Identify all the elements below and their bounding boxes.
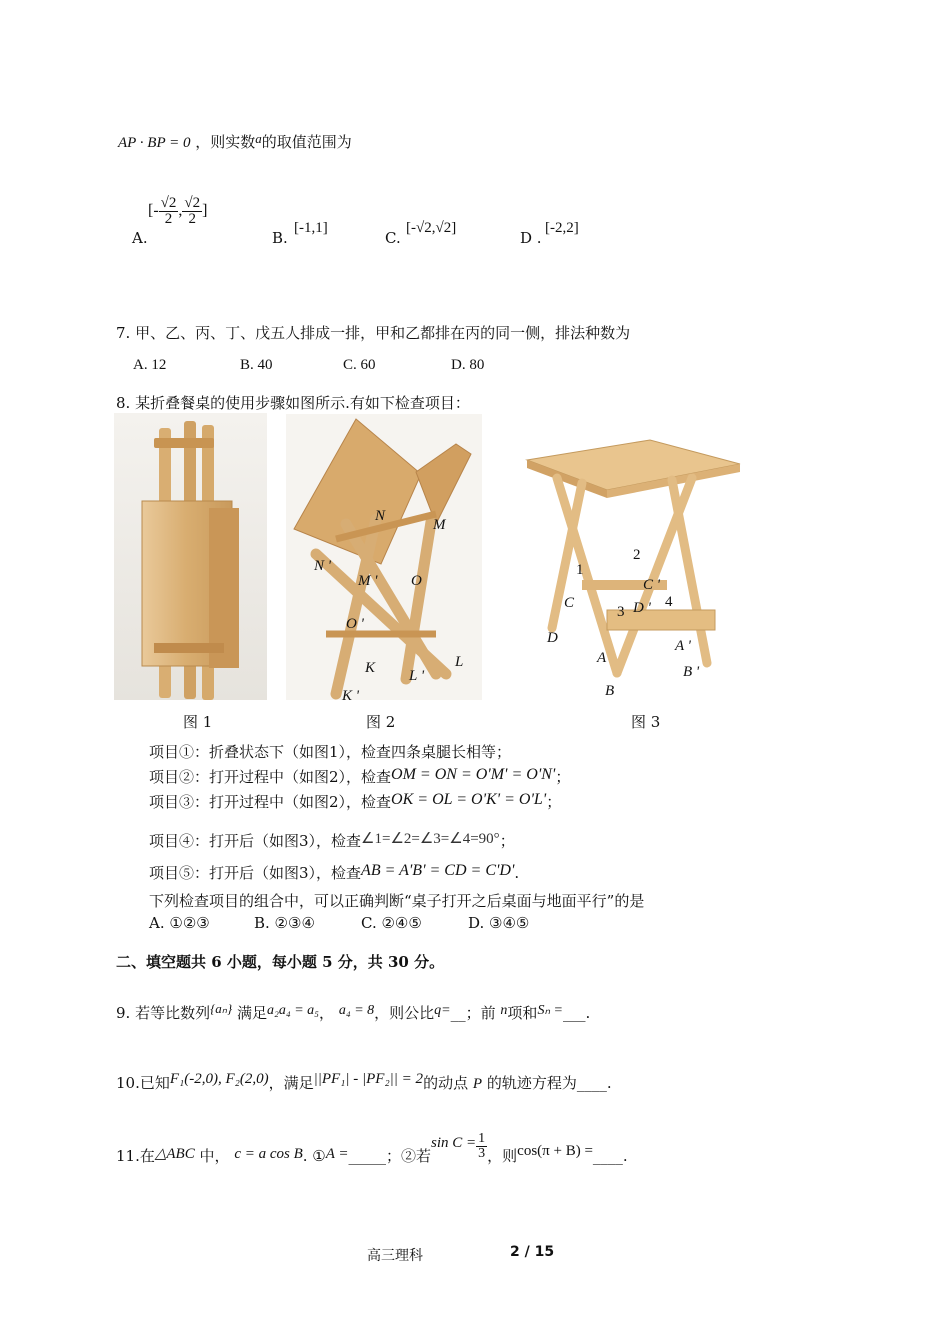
q6-cond-tail: 的取值范围为 <box>261 133 352 151</box>
q9-sum: Sₙ = <box>537 1003 563 1018</box>
q11-text-3: . ① <box>302 1147 326 1165</box>
q9-n: n <box>500 1003 508 1018</box>
fig3-label-2: 2 <box>633 547 641 563</box>
fig1-caption: 图 1 <box>183 713 213 731</box>
fig3-label-a-prime: A ' <box>675 638 691 654</box>
fig2-label-m-prime: M ' <box>358 573 378 589</box>
fig3-label-3: 3 <box>617 604 625 620</box>
q9-ratio: q= <box>434 1003 451 1018</box>
q9-condition-1: a₂a₄ = a₅ <box>266 1003 320 1018</box>
q9-blank-1: __；前 <box>450 1004 496 1022</box>
fig2-label-k: K <box>365 660 376 676</box>
footer-subject: 高三理科 <box>367 1248 423 1264</box>
fig3-label-c: C <box>564 595 575 611</box>
q7-option-a: A. 12 <box>133 357 167 373</box>
q6-option-d-label: D . <box>520 229 542 247</box>
q10-line <box>116 1064 612 1099</box>
q6-cond-text: ，则实数 <box>195 133 256 151</box>
q6-option-a-expr: [- $\frac{√2}{2}$ , $\frac{√2}{2}$ ] <box>148 195 208 227</box>
section-2-title: 二、填空题共 6 小题，每小题 5 分，共 30 分。 <box>116 953 445 971</box>
q7-option-b: B. 40 <box>240 357 273 373</box>
fig3-label-1: 1 <box>576 562 584 578</box>
q8-item-4-text: 项目④：打开后（如图3），检查 <box>149 832 362 850</box>
q10-point-p: P <box>472 1076 483 1092</box>
q9-text-1: 9. 若等比数列 <box>116 1004 211 1022</box>
q11-sin-c: sin C = <box>431 1135 477 1151</box>
q9-sequence: {aₙ} <box>210 1001 233 1016</box>
q9-text-2: 满足 <box>236 1004 267 1022</box>
fig3-label-c-prime: C ' <box>643 577 660 593</box>
q10-foci: F₁(-2,0), F₂(2,0) <box>169 1071 269 1087</box>
q11-fraction-denominator: 3 <box>478 1146 486 1161</box>
q9-condition-2: a₄ = 8 <box>338 1003 375 1018</box>
q8-item-3-expr: OK = OL = O'K' = O'L' <box>391 791 547 808</box>
q8-question: 下列检查项目的组合中，可以正确判断“桌子打开之后桌面与地面平行”的是 <box>149 892 645 910</box>
fig2-label-m: M <box>433 517 446 533</box>
q6-option-c-expr: [-√2,√2] <box>406 220 457 236</box>
q8-text: 8. 某折叠餐桌的使用步骤如图所示.有如下检查项目： <box>116 394 470 412</box>
q10-text-2: ，满足 <box>268 1074 314 1092</box>
footer-page-number: 2 / 15 <box>510 1244 555 1260</box>
fig2-label-o: O <box>411 573 422 589</box>
q7-option-d: D. 80 <box>451 357 485 373</box>
q11-text-5: ，则 <box>487 1147 518 1165</box>
q11-triangle: △ABC <box>154 1146 195 1162</box>
q11-blank-2: ____. <box>592 1147 628 1165</box>
q8-item-1: 项目①：折叠状态下（如图1），检查四条桌腿长相等； <box>149 743 512 761</box>
q8-item-2 <box>149 766 570 787</box>
q9-text-4: ，则公比 <box>374 1004 435 1022</box>
q6-option-b-expr: [-1,1] <box>294 220 328 236</box>
q11-cos: cos(π + B) = <box>517 1143 593 1159</box>
q10-condition: ||PF₁| - |PF₂|| = 2 <box>313 1071 424 1087</box>
q6-option-b-label: B. <box>272 229 288 247</box>
q6-var-a: a <box>255 131 262 146</box>
q8-item-5-expr: AB = A'B' = CD = C'D' <box>361 862 515 879</box>
q8-item-3-suffix: ； <box>546 793 562 811</box>
q8-item-4-expr: ∠1=∠2=∠3=∠4=90° <box>361 831 500 847</box>
fig3-label-b: B <box>605 683 615 699</box>
q8-item-5-text: 项目⑤：打开后（如图3），检查 <box>149 864 362 882</box>
fig2-label-o-prime: O ' <box>346 616 364 632</box>
q10-text-3: 的动点 <box>423 1074 469 1092</box>
q6-cond-expr: AP · BP = 0 <box>118 135 191 151</box>
q9-text-6: 项和 <box>507 1004 538 1022</box>
fig3-label-d-prime: D ' <box>633 600 651 616</box>
q11-fraction-numerator: 1 <box>478 1131 486 1146</box>
q8-option-d: D. ③④⑤ <box>468 914 530 932</box>
q11-line <box>116 1128 628 1171</box>
q6-option-a-label: A. <box>132 229 148 247</box>
fig3-caption: 图 3 <box>631 713 661 731</box>
q6-option-d-expr: [-2,2] <box>545 220 579 236</box>
figure-2-opening-table <box>286 414 482 700</box>
fig2-caption: 图 2 <box>366 713 396 731</box>
q9-text-3: ， <box>319 1004 335 1022</box>
q8-item-5-suffix: . <box>514 864 520 882</box>
fig3-label-d: D <box>547 630 558 646</box>
q8-option-c: C. ②④⑤ <box>361 914 422 932</box>
figure-3-opened-table <box>522 438 741 692</box>
q7-option-c: C. 60 <box>343 357 376 373</box>
figure-1-folded-table <box>114 413 267 700</box>
q11-angle-a: A = <box>325 1146 349 1162</box>
q8-item-3 <box>149 791 561 812</box>
q8-item-5 <box>149 862 519 883</box>
q8-item-2-text: 项目②：打开过程中（如图2），检查 <box>149 768 392 786</box>
q8-item-4-suffix: ； <box>499 832 515 850</box>
fig2-label-l-prime: L ' <box>409 668 425 684</box>
q11-text-2: 中， <box>199 1147 230 1165</box>
q9-blank-2: ___. <box>562 1004 591 1022</box>
q8-item-3-text: 项目③：打开过程中（如图2），检查 <box>149 793 392 811</box>
q11-text-1: 11.在 <box>116 1147 155 1165</box>
q7-text: 7. 甲、乙、丙、丁、戊五人排成一排，甲和乙都排在丙的同一侧，排法种数为 <box>116 324 631 342</box>
q11-blank-1: _____；②若 <box>348 1147 432 1165</box>
fig2-label-n: N <box>375 508 386 524</box>
fig3-label-4: 4 <box>665 594 673 610</box>
fig2-label-k-prime: K ' <box>342 688 359 704</box>
q6-option-c-label: C. <box>385 229 401 247</box>
q8-option-b: B. ②③④ <box>254 914 315 932</box>
fig3-label-b-prime: B ' <box>683 664 700 680</box>
q10-blank: 的轨迹方程为____. <box>486 1074 612 1092</box>
q6-condition <box>118 131 352 152</box>
q11-fraction <box>476 1132 487 1161</box>
q8-option-a: A. ①②③ <box>149 914 210 932</box>
q10-text-1: 10.已知 <box>116 1074 170 1092</box>
q8-item-2-suffix: ； <box>555 768 571 786</box>
fig2-label-l: L <box>455 654 464 670</box>
q9-line <box>116 994 590 1028</box>
q8-item-2-expr: OM = ON = O'M' = O'N' <box>391 766 556 783</box>
q11-condition: c = a cos B <box>234 1146 303 1162</box>
q8-item-4 <box>149 829 515 851</box>
fig3-label-a: A <box>597 650 607 666</box>
fig2-label-n-prime: N ' <box>314 558 331 574</box>
